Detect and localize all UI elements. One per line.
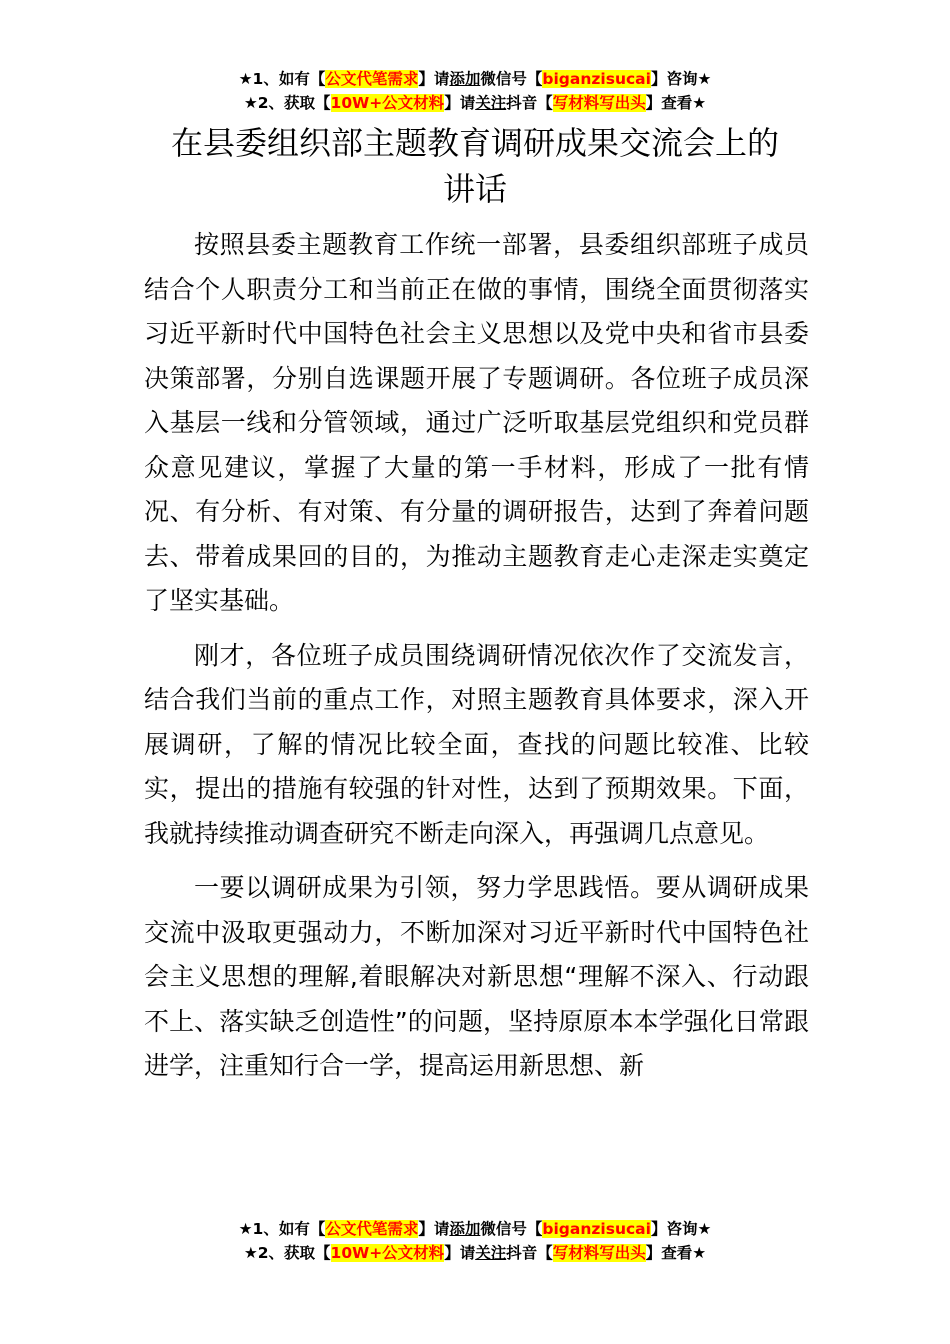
paragraph-1: 按照县委主题教育工作统一部署，县委组织部班子成员结合个人职责分工和当前正在做的事情，围绕全面贯彻落实习近平新时代中国特色社会主义思想以及党中央和省市县委决策部署，分别自选课题开展了专题调研。各位班子成员深入基层一线和分管领域，通过广泛听取基层党组织和党员群众意见建议，掌握了大量的第一手材料，形成了一批有情况、有分析、有对策、有分量的调研报告，达到了奔着问题去、带着成果回的目的，为推动主题教育走心走深走实奠定了坚实基础。 (144, 230, 809, 615)
highlight-ghostwriting: 公文代笔需求 (325, 70, 419, 88)
highlight-wechat-id: biganzisucai (542, 1220, 651, 1238)
paragraph-3: 一要以调研成果为引领，努力学思践悟。要从调研成果交流中汲取更强动力，不断加深对习近平新时代中国特色社会主义思想的理解,着眼解决对新思想“理解不深入、行动跟不上、落实缺乏创造性”的问题，坚持原原本本学强化日常跟进学，注重知行合一学，提高运用新思想、新 (144, 873, 809, 1080)
title-line-1: 在县委组织部主题教育调研成果交流会上的 (170, 124, 779, 162)
title-line-2: 讲话 (442, 170, 507, 208)
paragraph-2: 刚才，各位班子成员围绕调研情况依次作了交流发言，结合我们当前的重点工作，对照主题教育具体要求，深入开展调研，了解的情况比较全面，查找的问题比较准、比较实，提出的措施有较强的针对性，达到了预期效果。下面，我就持续推动调查研究不断走向深入，再强调几点意见。 (144, 640, 809, 848)
document-title (0, 120, 950, 212)
banner-line-2: ★2、获取【10W+公文材料】请关注抖音【写材料写出头】查看★ (243, 1244, 707, 1262)
highlight-ghostwriting: 公文代笔需求 (325, 1220, 419, 1238)
document-body (144, 223, 809, 1099)
banner-line-1: ★1、如有【公文代笔需求】请添加微信号【biganzisucai】咨询★ (238, 70, 712, 88)
header-banner (0, 67, 950, 115)
banner-line-2: ★2、获取【10W+公文材料】请关注抖音【写材料写出头】查看★ (243, 94, 707, 112)
highlight-materials: 10W+公文材料 (330, 94, 445, 112)
highlight-douyin-account: 写材料写出头 (552, 94, 646, 112)
highlight-douyin-account: 写材料写出头 (552, 1244, 646, 1262)
highlight-materials: 10W+公文材料 (330, 1244, 445, 1262)
footer-banner (0, 1217, 950, 1265)
banner-line-1: ★1、如有【公文代笔需求】请添加微信号【biganzisucai】咨询★ (238, 1220, 712, 1238)
highlight-wechat-id: biganzisucai (542, 70, 651, 88)
